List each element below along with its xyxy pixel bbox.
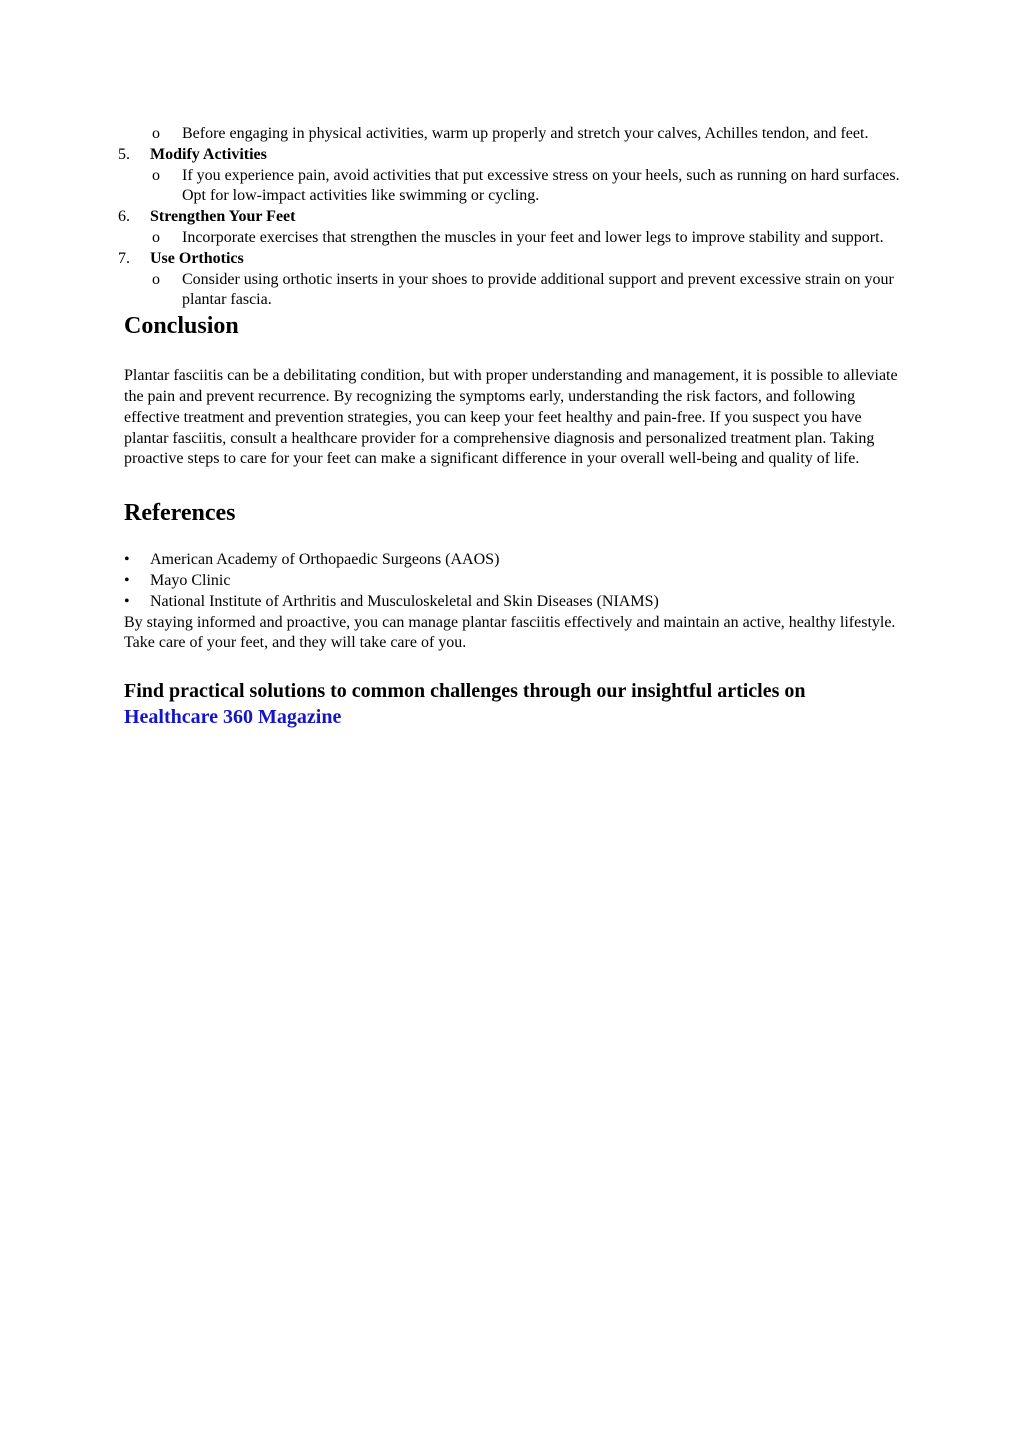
reference-item xyxy=(124,571,904,592)
bullet-icon: • xyxy=(124,551,130,569)
sub-bullet-marker: o xyxy=(152,166,160,184)
prevention-sub-item xyxy=(124,228,904,249)
list-number: 7. xyxy=(118,249,130,267)
list-number: 5. xyxy=(118,145,130,163)
prevention-item-use-orthotics xyxy=(118,249,904,270)
closing-paragraph: By staying informed and proactive, you can manage plantar fasciitis effectively and maintain an active, healthy lifestyle. Take care of your feet, and they will take care of you. xyxy=(124,613,896,652)
prevention-sub-text: Consider using orthotic inserts in your shoes to provide additional support and prevent excessive strain on your plantar fascia. xyxy=(182,270,894,309)
sub-bullet-marker: o xyxy=(152,125,160,142)
reference-text: National Institute of Arthritis and Musculoskeletal and Skin Diseases (NIAMS) xyxy=(150,592,659,610)
prevention-item-strengthen-feet xyxy=(118,207,904,228)
bullet-icon: • xyxy=(124,571,130,589)
healthcare-360-magazine-link[interactable]: Healthcare 360 Magazine xyxy=(124,706,342,729)
prevention-item-modify-activities xyxy=(118,145,904,166)
sub-bullet-marker: o xyxy=(152,228,160,246)
reference-text: American Academy of Orthopaedic Surgeons (AAOS) xyxy=(150,551,500,569)
sub-bullet-marker: o xyxy=(152,270,160,288)
prevention-item-title: Modify Activities xyxy=(150,145,267,163)
prevention-item-title: Use Orthotics xyxy=(150,249,244,267)
prevention-sub-text: Incorporate exercises that strengthen the muscles in your feet and lower legs to improve stability and support. xyxy=(182,228,884,246)
conclusion-heading: Conclusion xyxy=(124,313,239,340)
reference-item xyxy=(124,550,904,571)
conclusion-paragraph: Plantar fasciitis can be a debilitating condition, but with proper understanding and management, it is possible to alleviate the pain and prevent recurrence. By recognizing the symptoms early, understanding the risk factors, and following effective treatment and prevention strategies, you can keep your feet healthy and pain-free. If you suspect you have plantar fasciitis, consult a healthcare provider for a comprehensive diagnosis and personalized treatment plan. Taking proactive steps to care for your feet can make a significant difference in your overall well-being and quality of life. xyxy=(124,367,898,468)
references-heading: References xyxy=(124,500,236,527)
reference-text: Mayo Clinic xyxy=(150,571,231,589)
cta-text: Find practical solutions to common challenges through our insightful articles on xyxy=(124,680,806,703)
warmup-text: Before engaging in physical activities, warm up properly and stretch your calves, Achilles tendon, and feet. xyxy=(182,125,869,142)
reference-item xyxy=(124,592,904,613)
prevention-sub-item xyxy=(124,166,904,208)
bullet-icon: • xyxy=(124,592,130,610)
prevention-sub-text: If you experience pain, avoid activities that put excessive stress on your heels, such as running on hard surfaces. Opt for low-impact activities like swimming or cycling. xyxy=(182,166,900,205)
references-list xyxy=(124,550,904,612)
document-page xyxy=(118,124,904,730)
cta-heading xyxy=(124,678,904,730)
warmup-sub-item xyxy=(124,124,904,145)
prevention-item-title: Strengthen Your Feet xyxy=(150,208,296,226)
prevention-sub-item xyxy=(124,270,904,312)
list-number: 6. xyxy=(118,208,130,226)
